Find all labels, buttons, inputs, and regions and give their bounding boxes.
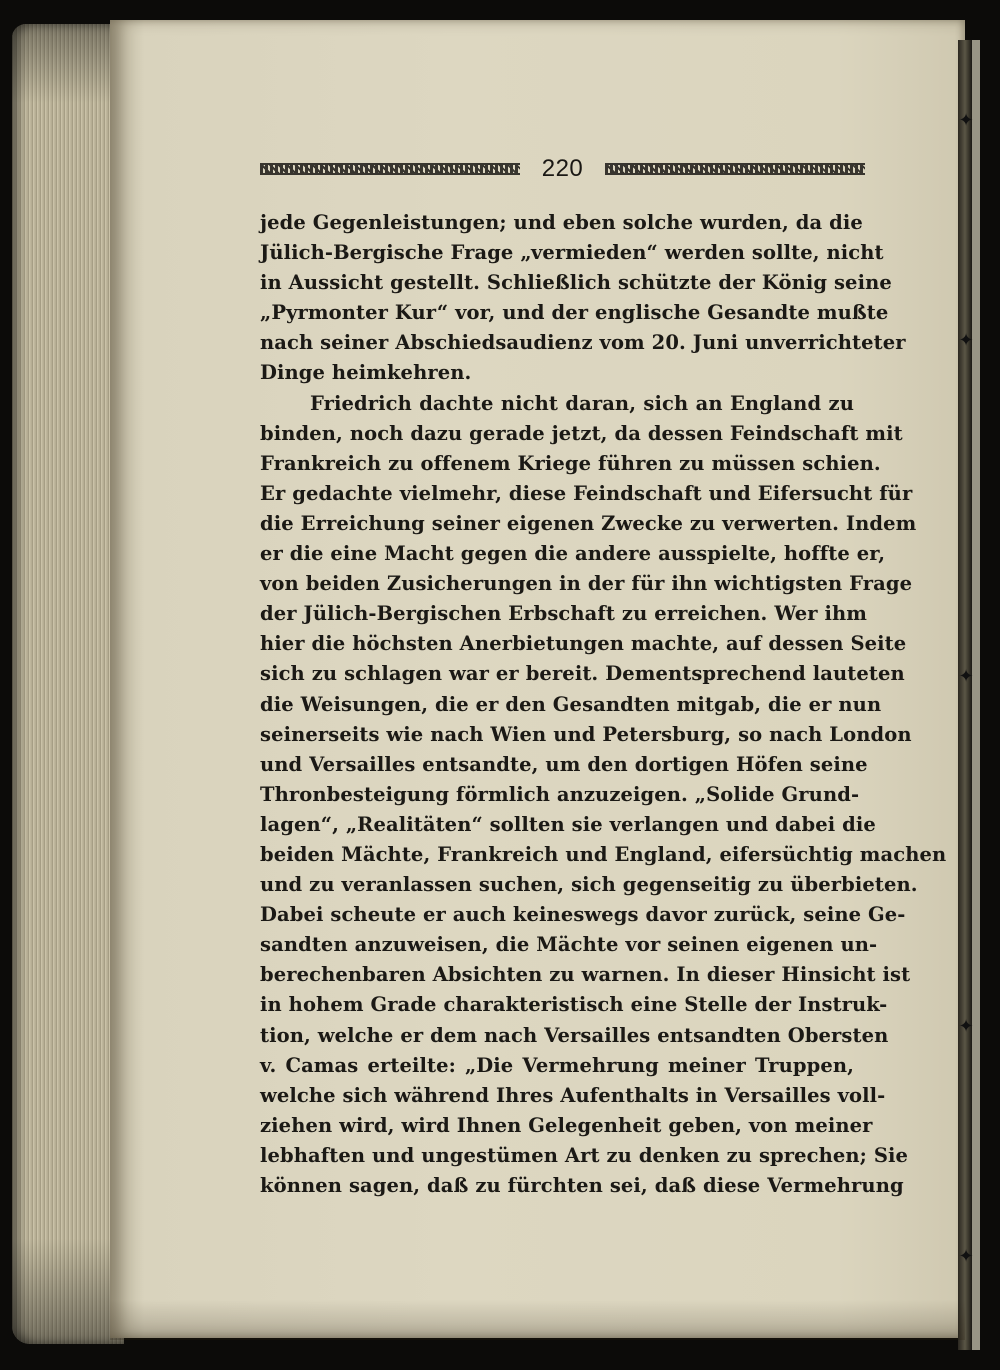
text-line: sandten anzuweisen, die Mächte vor seinen eigenen un-	[260, 933, 878, 957]
thread-marker: ✦	[958, 1016, 974, 1037]
text-line: die Weisungen, die er den Gesandten mitgab, die er nun	[260, 692, 882, 716]
text-line: Er gedachte vielmehr, diese Feindschaft und Eifersucht für	[260, 481, 913, 505]
text-line: von beiden Zusicherungen in der für ihn wichtigsten Frage	[260, 572, 913, 596]
text-line: nach seiner Abschiedsaudienz vom 20. Juni unverrichteter	[260, 331, 906, 355]
text-line: Jülich-Bergische Frage „vermieden“ werden sollte, nicht	[260, 241, 884, 265]
text-line: und zu veranlassen suchen, sich gegenseitig zu überbieten.	[260, 873, 918, 897]
text-line: welche sich während Ihres Aufenthalts in Versailles voll-	[260, 1083, 886, 1107]
text-line: seinerseits wie nach Wien und Petersburg, so nach London	[260, 722, 912, 746]
running-header	[260, 152, 865, 186]
text-line: tion, welche er dem nach Versailles entsandten Obersten	[260, 1023, 889, 1047]
text-line: Dabei scheute er auch keineswegs davor zurück, seine Ge-	[260, 903, 906, 927]
text-line: in hohem Grade charakteristisch eine Stelle der Instruk-	[260, 993, 888, 1017]
text-line: „Pyrmonter Kur“ vor, und der englische Gesandte mußte	[260, 301, 889, 325]
page-bottom-shadow	[110, 1300, 965, 1340]
text-line: v. Camas erteilte: „Die Vermehrung meiner Truppen,	[260, 1053, 854, 1077]
header-ornament-right	[605, 163, 865, 175]
text-line: in Aussicht gestellt. Schließlich schützte der König seine	[260, 271, 892, 295]
text-line: berechenbaren Absichten zu warnen. In dieser Hinsicht ist	[260, 963, 911, 987]
text-line: die Erreichung seiner eigenen Zwecke zu verwerten. Indem	[260, 511, 917, 535]
text-line: können sagen, daß zu fürchten sei, daß diese Vermehrung	[260, 1174, 904, 1197]
text-line: er die eine Macht gegen die andere ausspielte, hoffte er,	[260, 542, 886, 566]
text-line: binden, noch dazu gerade jetzt, da dessen Feindschaft mit	[260, 421, 903, 445]
text-line: lagen“, „Realitäten“ sollten sie verlangen und dabei die	[260, 812, 876, 836]
text-line: lebhaften und ungestümen Art zu denken zu sprechen; Sie	[260, 1143, 909, 1167]
text-line: Dinge heimkehren.	[260, 361, 472, 385]
header-ornament-left	[260, 163, 520, 175]
right-page-edge	[972, 40, 980, 1350]
text-line: ziehen wird, wird Ihnen Gelegenheit geben, von meiner	[260, 1113, 873, 1137]
text-line: Friedrich dachte nicht daran, sich an England zu	[310, 391, 854, 415]
text-line: jede Gegenleistungen; und eben solche wurden, da die	[260, 211, 863, 234]
text-line: Frankreich zu offenem Kriege führen zu müssen schien.	[260, 451, 881, 475]
body-text	[260, 208, 947, 1201]
text-line: Thronbesteigung förmlich anzuzeigen. „Solide Grund-	[260, 782, 860, 806]
text-line: der Jülich-Bergischen Erbschaft zu erreichen. Wer ihm	[260, 602, 868, 626]
thread-marker: ✦	[958, 330, 974, 351]
thread-marker: ✦	[958, 110, 974, 131]
thread-marker: ✦	[958, 1246, 974, 1267]
book-page-edges	[12, 24, 124, 1344]
binding-strip	[958, 40, 972, 1350]
thread-marker: ✦	[958, 666, 974, 687]
text-line: hier die höchsten Anerbietungen machte, auf dessen Seite	[260, 632, 907, 656]
page-number: 220	[541, 155, 584, 182]
text-line: beiden Mächte, Frankreich und England, eifersüchtig machen	[260, 842, 947, 866]
text-line: sich zu schlagen war er bereit. Dementsprechend lauteten	[260, 662, 905, 686]
text-line: und Versailles entsandte, um den dortigen Höfen seine	[260, 752, 868, 776]
